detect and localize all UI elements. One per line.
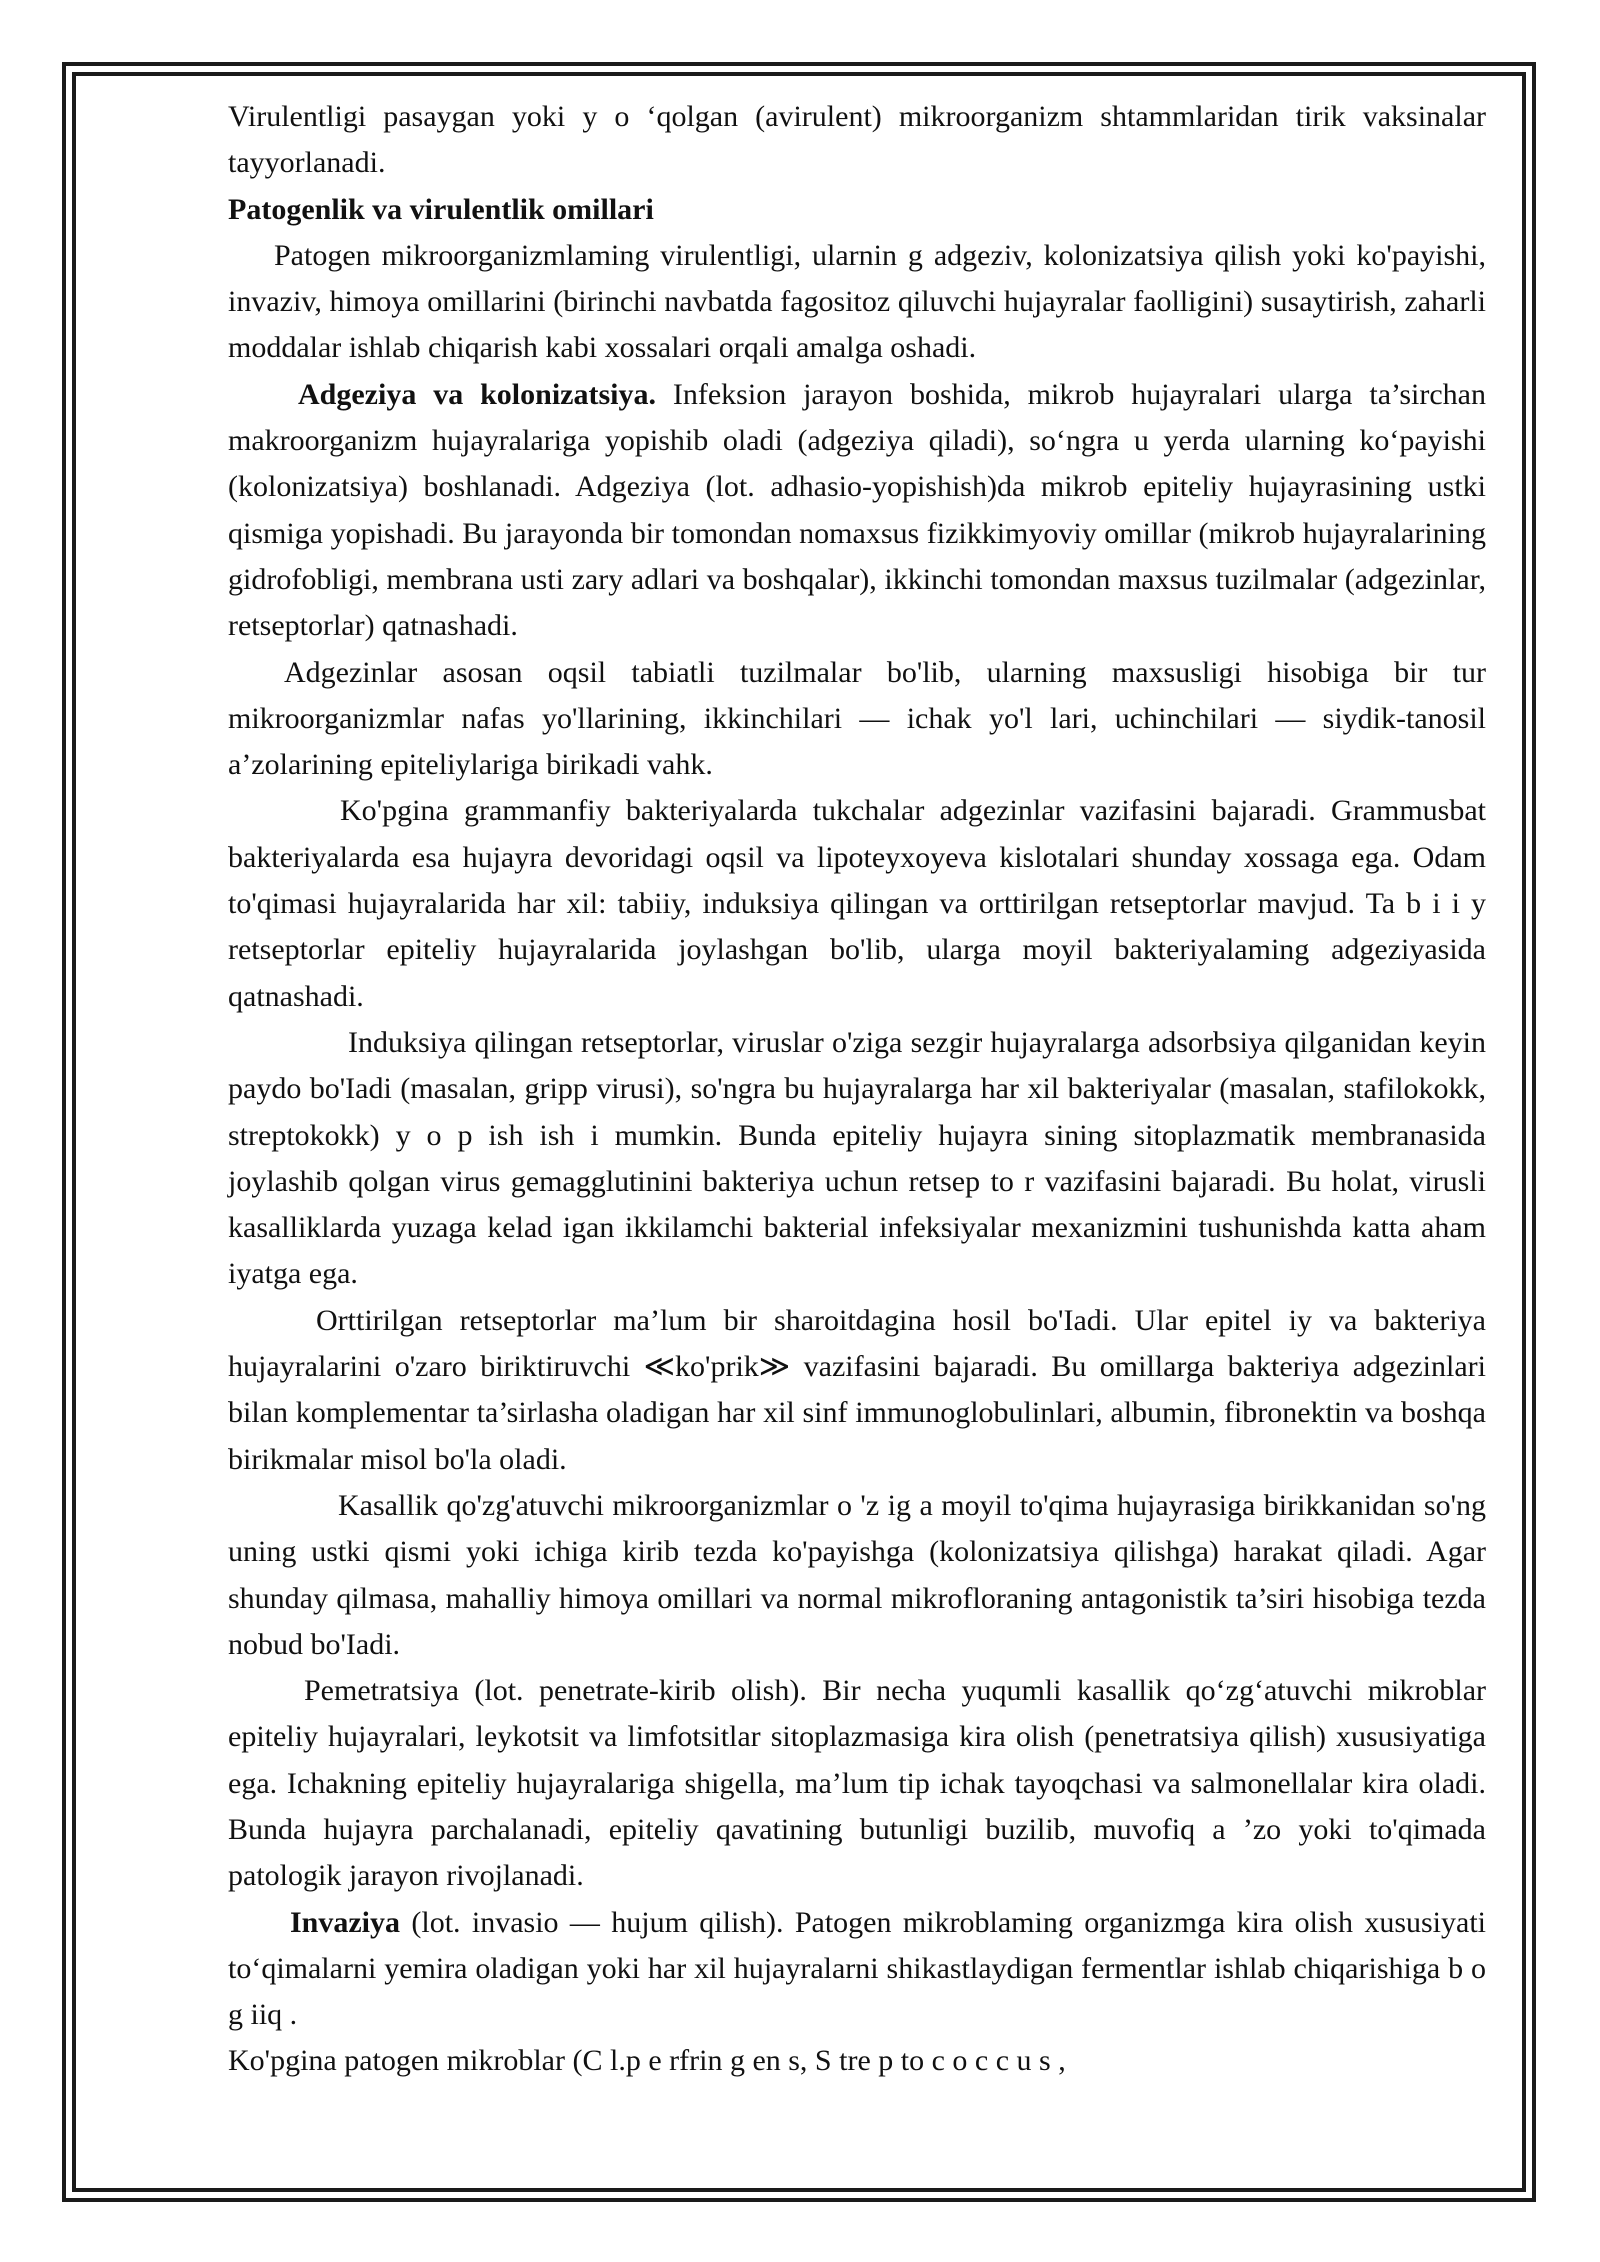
adhesion-text: Infeksion jarayon boshida, mikrob hujayralari ularga ta’sirchan makroorganizm hujayralariga yopishib oladi (adgeziya qiladi), so‘ngra u yerda ularning ko‘payishi (kolonizatsiya) boshlanadi. Adgeziya (lot. adhasio-yopishish)da mikrob epiteliy hujayrasining ustki qismiga yopishadi. Bu jarayonda bir tomondan nomaxsus fizikkimyoviy omillar (mikrob hujayralarining gidrofobligi, membrana usti zary adlari va boshqalar), ikkinchi tomondan maxsus tuzilmalar (adgezinlar, retseptorlar) qatnashadi.: [228, 377, 1487, 643]
invasion-text: (lot. invasio — hujum qilish). Patogen mikroblaming organizmga kira olish xususiyati to‘qimalarni yemira oladigan yoki har xil hujayralarni shikastlaydigan fermentlar ishlab chiqarishiga b o g iiq .: [228, 1905, 1486, 2032]
paragraph-penetration: Pemetratsiya (lot. penetrate-kirib olish). Bir necha yuqumli kasallik qo‘zg‘atuvchi mikroblar epiteliy hujayralari, leykotsit va limfotsitlar sitoplazmasiga kira olish (penetratsiya qilish) xususiyatiga ega. Ichakning epiteliy hujayralariga shigella, ma’lum tip ichak tayoqchasi va salmonellalar kira oladi. Bunda hujayra parchalanadi, epiteliy qavatining butunligi buzilib, muvofiq a ’zo yoki to'qimada patologik jarayon rivojlanadi.: [228, 1674, 1486, 1893]
paragraph-adhesins: Adgezinlar asosan oqsil tabiatli tuzilmalar bo'lib, ularning maxsusligi hisobiga bir tur mikroorganizmlar nafas yo'llarining, ikkinchilari — ichak yo'l lari, uchinchilari — siydik-tanosil a’zolarining epiteliylariga birikadi vahk.: [228, 655, 1486, 782]
paragraph-colonization: Kasallik qo'zg'atuvchi mikroorganizmlar o 'z ig a moyil to'qima hujayrasiga birikkanidan so'ng uning ustki qismi yoki ichiga kirib tezda ko'payishga (kolonizatsiya qilishga) harakat qiladi. Agar shunday qilmasa, mahalliy himoya omillari va normal mikrofloraning antagonistik ta’siri hisobiga tezda nobud bo'Iadi.: [228, 1488, 1486, 1661]
paragraph-invasion: [228, 1900, 1486, 2039]
paragraph-factors: Patogen mikroorganizmlaming virulentligi, ularnin g adgeziv, kolonizatsiya qilish yoki ko'payishi, invaziv, himoya omillarini (birinchi navbatda fagositoz qiluvchi hujayralar faolligini) susaytirish, zaharli moddalar ishlab chiqarish kabi xossalari orqali amalga oshadi.: [228, 238, 1486, 365]
document-body: [228, 94, 1486, 2085]
invasion-lead-term: Invaziya: [290, 1905, 401, 1939]
paragraph-acquired-receptors: Orttirilgan retseptorlar ma’lum bir sharoitdagina hosil bo'Iadi. Ular epitel iy va bakteriya hujayralarini o'zaro biriktiruvchi ≪ko'prik≫ vazifasini bajaradi. Bu omillarga bakteriya adgezinlari bilan komplementar ta’sirlasha oladigan har xil sinf immunoglobulinlari, albumin, fibronektin va boshqa birikmalar misol bo'la oladi.: [228, 1303, 1486, 1476]
paragraph-gramnegative: Ko'pgina grammanfiy bakteriyalarda tukchalar adgezinlar vazifasini bajaradi. Grammusbat bakteriyalarda esa hujayra devoridagi oqsil va lipoteyxoyeva kislotalari shunday xossaga ega. Odam to'qimasi hujayralarida har xil: tabiiy, induksiya qilingan va orttirilgan retseptorlar mavjud. Ta b i i y retseptorlar epiteliy hujayralarida joylashgan bo'lib, ularga moyil bakteriyalaming adgeziyasida qatnashadi.: [228, 794, 1486, 1013]
paragraph-induced-receptors: Induksiya qilingan retseptorlar, viruslar o'ziga sezgir hujayralarga adsorbsiya qilganidan keyin paydo bo'Iadi (masalan, gripp virusi), so'ngra bu hujayralarga har xil bakteriyalar (masalan, stafilokokk, streptokokk) y o p ish ish i mumkin. Bunda epiteliy hujayra sining sitoplazmatik membranasida joylashib qolgan virus gemagglutinini bakteriya uchun retsep to r vazifasini bajaradi. Bu holat, virusli kasalliklarda yuzaga kelad igan ikkilamchi bakterial infeksiyalar mexanizmini tushunishda katta aham iyatga ega.: [228, 1025, 1486, 1291]
paragraph-last: Ko'pgina patogen mikroblar (C l.p e rfrin g en s, S tre p to c o c c u s ,: [228, 2044, 1066, 2078]
section-heading: Patogenlik va virulentlik omillari: [228, 192, 654, 226]
paragraph-intro: Virulentligi pasaygan yoki y o ‘qolgan (avirulent) mikroorganizm shtammlaridan tirik vaksinalar tayyorlanadi.: [228, 100, 1486, 180]
paragraph-adhesion: [228, 372, 1486, 650]
adhesion-lead-term: Adgeziya va kolonizatsiya.: [298, 377, 656, 411]
